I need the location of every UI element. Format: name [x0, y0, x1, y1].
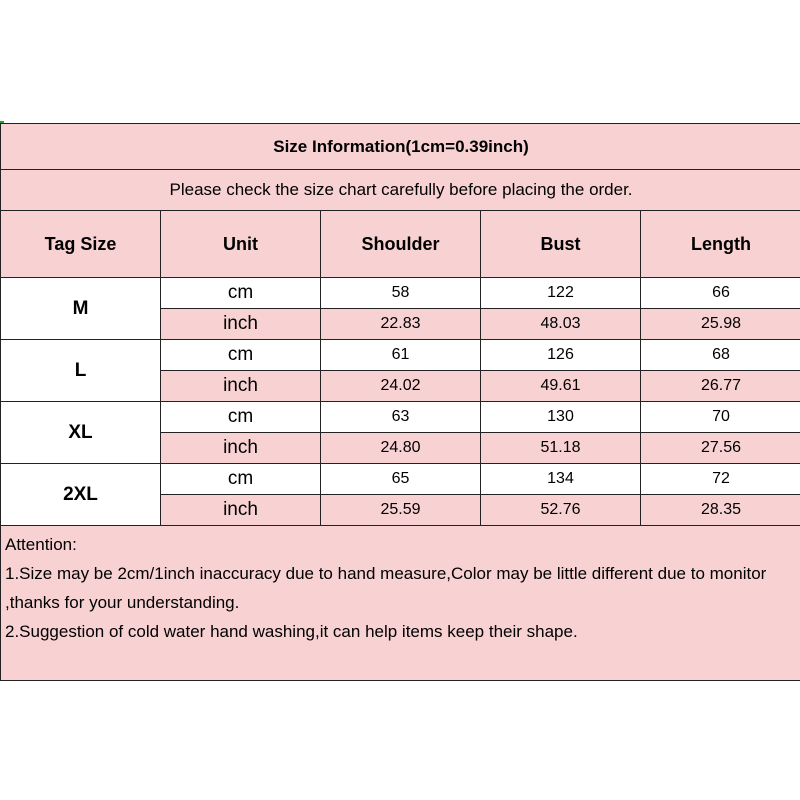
size-chart-sheet: [0, 123, 800, 681]
length-cell: 25.98: [641, 309, 800, 340]
unit-cell: inch: [161, 371, 321, 402]
length-cell: 70: [641, 402, 800, 433]
unit-cell: cm: [161, 402, 321, 433]
bust-cell: 126: [481, 340, 641, 371]
size-tag-cell: M: [1, 278, 161, 340]
header-bust: Bust: [481, 211, 641, 278]
unit-cell: inch: [161, 309, 321, 340]
length-cell: 26.77: [641, 371, 800, 402]
table-row: [1, 464, 800, 495]
size-tag-cell: 2XL: [1, 464, 161, 526]
length-cell: 72: [641, 464, 800, 495]
size-tag-cell: L: [1, 340, 161, 402]
length-cell: 28.35: [641, 495, 800, 526]
note-line: ,thanks for your understanding.: [5, 593, 240, 612]
table-row: [1, 278, 800, 309]
shoulder-cell: 58: [321, 278, 481, 309]
header-length: Length: [641, 211, 800, 278]
bust-cell: 49.61: [481, 371, 641, 402]
shoulder-cell: 22.83: [321, 309, 481, 340]
chart-title: Size Information(1cm=0.39inch): [1, 124, 800, 170]
attention-heading: Attention:: [5, 535, 77, 554]
shoulder-cell: 61: [321, 340, 481, 371]
shoulder-cell: 65: [321, 464, 481, 495]
unit-cell: inch: [161, 433, 321, 464]
bust-cell: 52.76: [481, 495, 641, 526]
shoulder-cell: 24.02: [321, 371, 481, 402]
chart-subtitle: Please check the size chart carefully before placing the order.: [1, 170, 800, 211]
unit-cell: cm: [161, 464, 321, 495]
table-row: [1, 340, 800, 371]
size-chart-table: [0, 123, 800, 681]
header-shoulder: Shoulder: [321, 211, 481, 278]
bust-cell: 48.03: [481, 309, 641, 340]
length-cell: 27.56: [641, 433, 800, 464]
shoulder-cell: 63: [321, 402, 481, 433]
header-unit: Unit: [161, 211, 321, 278]
bust-cell: 130: [481, 402, 641, 433]
note-line: 2.Suggestion of cold water hand washing,it can help items keep their shape.: [5, 622, 578, 641]
shoulder-cell: 25.59: [321, 495, 481, 526]
unit-cell: cm: [161, 278, 321, 309]
shoulder-cell: 24.80: [321, 433, 481, 464]
bust-cell: 122: [481, 278, 641, 309]
size-tag-cell: XL: [1, 402, 161, 464]
bust-cell: 51.18: [481, 433, 641, 464]
bust-cell: 134: [481, 464, 641, 495]
length-cell: 68: [641, 340, 800, 371]
unit-cell: cm: [161, 340, 321, 371]
unit-cell: inch: [161, 495, 321, 526]
length-cell: 66: [641, 278, 800, 309]
table-row: [1, 402, 800, 433]
attention-notes: [1, 526, 800, 681]
header-tag-size: Tag Size: [1, 211, 161, 278]
note-line: 1.Size may be 2cm/1inch inaccuracy due to hand measure,Color may be little different due to monitor: [5, 564, 767, 583]
